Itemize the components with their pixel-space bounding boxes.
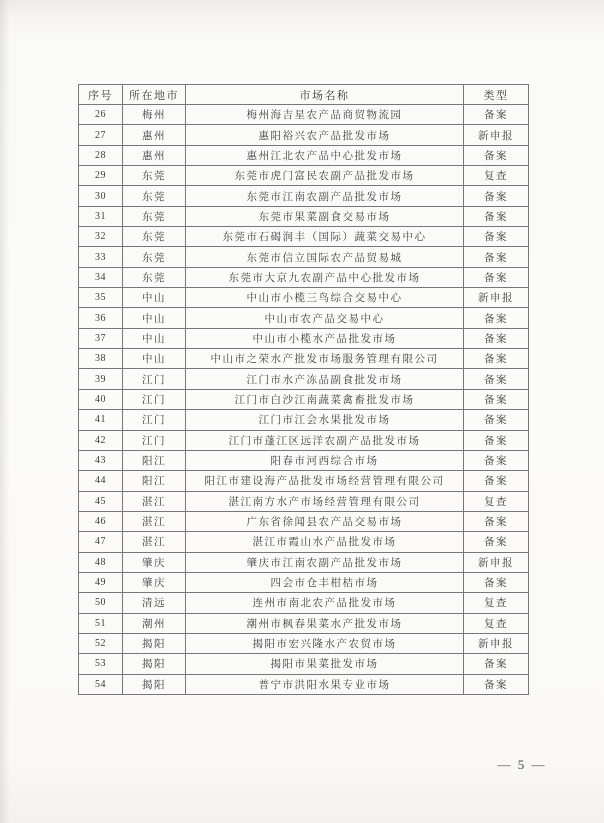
type-cell: 备案 (464, 430, 529, 450)
row-number-cell: 37 (79, 328, 123, 348)
city-cell: 东莞 (123, 166, 186, 186)
market-name-cell: 梅州海吉星农产品商贸物流园 (186, 105, 464, 125)
header-row (79, 85, 529, 105)
row-number-cell: 54 (79, 674, 123, 694)
city-cell: 东莞 (123, 206, 186, 226)
city-cell: 东莞 (123, 247, 186, 267)
city-cell: 揭阳 (123, 674, 186, 694)
market-name-cell: 湛江市霞山水产品批发市场 (186, 532, 464, 552)
type-cell: 备案 (464, 206, 529, 226)
market-name-cell: 中山市之荣水产批发市场服务管理有限公司 (186, 349, 464, 369)
table-row (79, 633, 529, 653)
table-row (79, 288, 529, 308)
row-number-cell: 40 (79, 389, 123, 409)
city-cell: 江门 (123, 410, 186, 430)
type-cell: 备案 (464, 308, 529, 328)
row-number-cell: 29 (79, 166, 123, 186)
type-cell: 备案 (464, 145, 529, 165)
market-name-cell: 中山市小榄三鸟综合交易中心 (186, 288, 464, 308)
city-cell: 肇庆 (123, 552, 186, 572)
row-number-cell: 27 (79, 125, 123, 145)
market-name-cell: 湛江南方水产市场经营管理有限公司 (186, 491, 464, 511)
market-name-cell: 普宁市洪阳水果专业市场 (186, 674, 464, 694)
market-name-cell: 潮州市枫春果菜水产批发市场 (186, 613, 464, 633)
city-cell: 阳江 (123, 450, 186, 470)
table-row (79, 308, 529, 328)
city-cell: 湛江 (123, 491, 186, 511)
market-name-cell: 四会市仓丰柑桔市场 (186, 572, 464, 592)
row-number-cell: 33 (79, 247, 123, 267)
header-row-number: 序号 (79, 85, 123, 105)
city-cell: 江门 (123, 369, 186, 389)
row-number-cell: 31 (79, 206, 123, 226)
markets-table-body (79, 105, 529, 695)
table-row (79, 105, 529, 125)
city-cell: 中山 (123, 308, 186, 328)
city-cell: 中山 (123, 349, 186, 369)
city-cell: 湛江 (123, 511, 186, 531)
table-row (79, 125, 529, 145)
market-name-cell: 江门市江会水果批发市场 (186, 410, 464, 430)
type-cell: 备案 (464, 450, 529, 470)
table-row (79, 613, 529, 633)
market-name-cell: 东莞市虎门富民农副产品批发市场 (186, 166, 464, 186)
markets-table-header (79, 85, 529, 105)
row-number-cell: 36 (79, 308, 123, 328)
market-name-cell: 江门市白沙江南蔬菜禽畜批发市场 (186, 389, 464, 409)
type-cell: 备案 (464, 328, 529, 348)
market-name-cell: 惠阳裕兴农产品批发市场 (186, 125, 464, 145)
market-name-cell: 江门市水产冻品副食批发市场 (186, 369, 464, 389)
row-number-cell: 39 (79, 369, 123, 389)
city-cell: 揭阳 (123, 633, 186, 653)
city-cell: 中山 (123, 288, 186, 308)
type-cell: 备案 (464, 389, 529, 409)
type-cell: 备案 (464, 471, 529, 491)
table-row (79, 430, 529, 450)
type-cell: 复查 (464, 166, 529, 186)
table-row (79, 328, 529, 348)
type-cell: 新申报 (464, 125, 529, 145)
table-row (79, 227, 529, 247)
type-cell: 备案 (464, 105, 529, 125)
city-cell: 梅州 (123, 105, 186, 125)
row-number-cell: 41 (79, 410, 123, 430)
city-cell: 东莞 (123, 267, 186, 287)
type-cell: 备案 (464, 369, 529, 389)
market-name-cell: 东莞市石碣润丰（国际）蔬菜交易中心 (186, 227, 464, 247)
type-cell: 备案 (464, 186, 529, 206)
type-cell: 备案 (464, 227, 529, 247)
market-name-cell: 连州市南北农产品批发市场 (186, 593, 464, 613)
table-row (79, 511, 529, 531)
city-cell: 惠州 (123, 145, 186, 165)
type-cell: 备案 (464, 267, 529, 287)
table-row (79, 532, 529, 552)
city-cell: 惠州 (123, 125, 186, 145)
type-cell: 备案 (464, 247, 529, 267)
header-market-name: 市场名称 (186, 85, 464, 105)
table-row (79, 593, 529, 613)
row-number-cell: 46 (79, 511, 123, 531)
table-row (79, 410, 529, 430)
market-name-cell: 惠州江北农产品中心批发市场 (186, 145, 464, 165)
market-name-cell: 中山市农产品交易中心 (186, 308, 464, 328)
city-cell: 湛江 (123, 532, 186, 552)
row-number-cell: 44 (79, 471, 123, 491)
market-name-cell: 揭阳市宏兴隆水产农贸市场 (186, 633, 464, 653)
row-number-cell: 35 (79, 288, 123, 308)
table-row (79, 349, 529, 369)
city-cell: 清远 (123, 593, 186, 613)
row-number-cell: 30 (79, 186, 123, 206)
table-row (79, 247, 529, 267)
market-name-cell: 中山市小榄水产品批发市场 (186, 328, 464, 348)
table-row (79, 267, 529, 287)
city-cell: 江门 (123, 430, 186, 450)
table-row (79, 654, 529, 674)
table-row (79, 145, 529, 165)
market-name-cell: 肇庆市江南农副产品批发市场 (186, 552, 464, 572)
table-row (79, 674, 529, 694)
city-cell: 肇庆 (123, 572, 186, 592)
market-name-cell: 东莞市江南农副产品批发市场 (186, 186, 464, 206)
table-row (79, 389, 529, 409)
city-cell: 阳江 (123, 471, 186, 491)
market-name-cell: 广东省徐闻县农产品交易市场 (186, 511, 464, 531)
type-cell: 备案 (464, 572, 529, 592)
city-cell: 江门 (123, 389, 186, 409)
type-cell: 备案 (464, 532, 529, 552)
market-name-cell: 东莞市大京九农副产品中心批发市场 (186, 267, 464, 287)
type-cell: 新申报 (464, 633, 529, 653)
type-cell: 备案 (464, 654, 529, 674)
row-number-cell: 51 (79, 613, 123, 633)
page-number: — 5 — (497, 757, 547, 772)
market-name-cell: 揭阳市果菜批发市场 (186, 654, 464, 674)
row-number-cell: 52 (79, 633, 123, 653)
row-number-cell: 28 (79, 145, 123, 165)
row-number-cell: 38 (79, 349, 123, 369)
table-row (79, 369, 529, 389)
type-cell: 新申报 (464, 288, 529, 308)
header-city: 所在地市 (123, 85, 186, 105)
type-cell: 备案 (464, 511, 529, 531)
city-cell: 潮州 (123, 613, 186, 633)
type-cell: 备案 (464, 410, 529, 430)
type-cell: 复查 (464, 491, 529, 511)
market-name-cell: 东莞市信立国际农产品贸易城 (186, 247, 464, 267)
header-type: 类型 (464, 85, 529, 105)
type-cell: 新申报 (464, 552, 529, 572)
table-row (79, 471, 529, 491)
row-number-cell: 47 (79, 532, 123, 552)
markets-table (78, 84, 529, 695)
table-row (79, 491, 529, 511)
row-number-cell: 45 (79, 491, 123, 511)
type-cell: 复查 (464, 613, 529, 633)
table-row (79, 206, 529, 226)
city-cell: 东莞 (123, 227, 186, 247)
row-number-cell: 32 (79, 227, 123, 247)
market-name-cell: 江门市蓬江区远洋农副产品批发市场 (186, 430, 464, 450)
table-row (79, 166, 529, 186)
city-cell: 中山 (123, 328, 186, 348)
table-row (79, 572, 529, 592)
row-number-cell: 49 (79, 572, 123, 592)
city-cell: 东莞 (123, 186, 186, 206)
row-number-cell: 43 (79, 450, 123, 470)
row-number-cell: 26 (79, 105, 123, 125)
market-name-cell: 东莞市果菜副食交易市场 (186, 206, 464, 226)
row-number-cell: 50 (79, 593, 123, 613)
row-number-cell: 53 (79, 654, 123, 674)
city-cell: 揭阳 (123, 654, 186, 674)
table-row (79, 552, 529, 572)
table-row (79, 450, 529, 470)
market-name-cell: 阳江市建设海产品批发市场经营管理有限公司 (186, 471, 464, 491)
market-name-cell: 阳春市河西综合市场 (186, 450, 464, 470)
type-cell: 备案 (464, 674, 529, 694)
row-number-cell: 34 (79, 267, 123, 287)
type-cell: 复查 (464, 593, 529, 613)
row-number-cell: 42 (79, 430, 123, 450)
table-row (79, 186, 529, 206)
row-number-cell: 48 (79, 552, 123, 572)
type-cell: 备案 (464, 349, 529, 369)
